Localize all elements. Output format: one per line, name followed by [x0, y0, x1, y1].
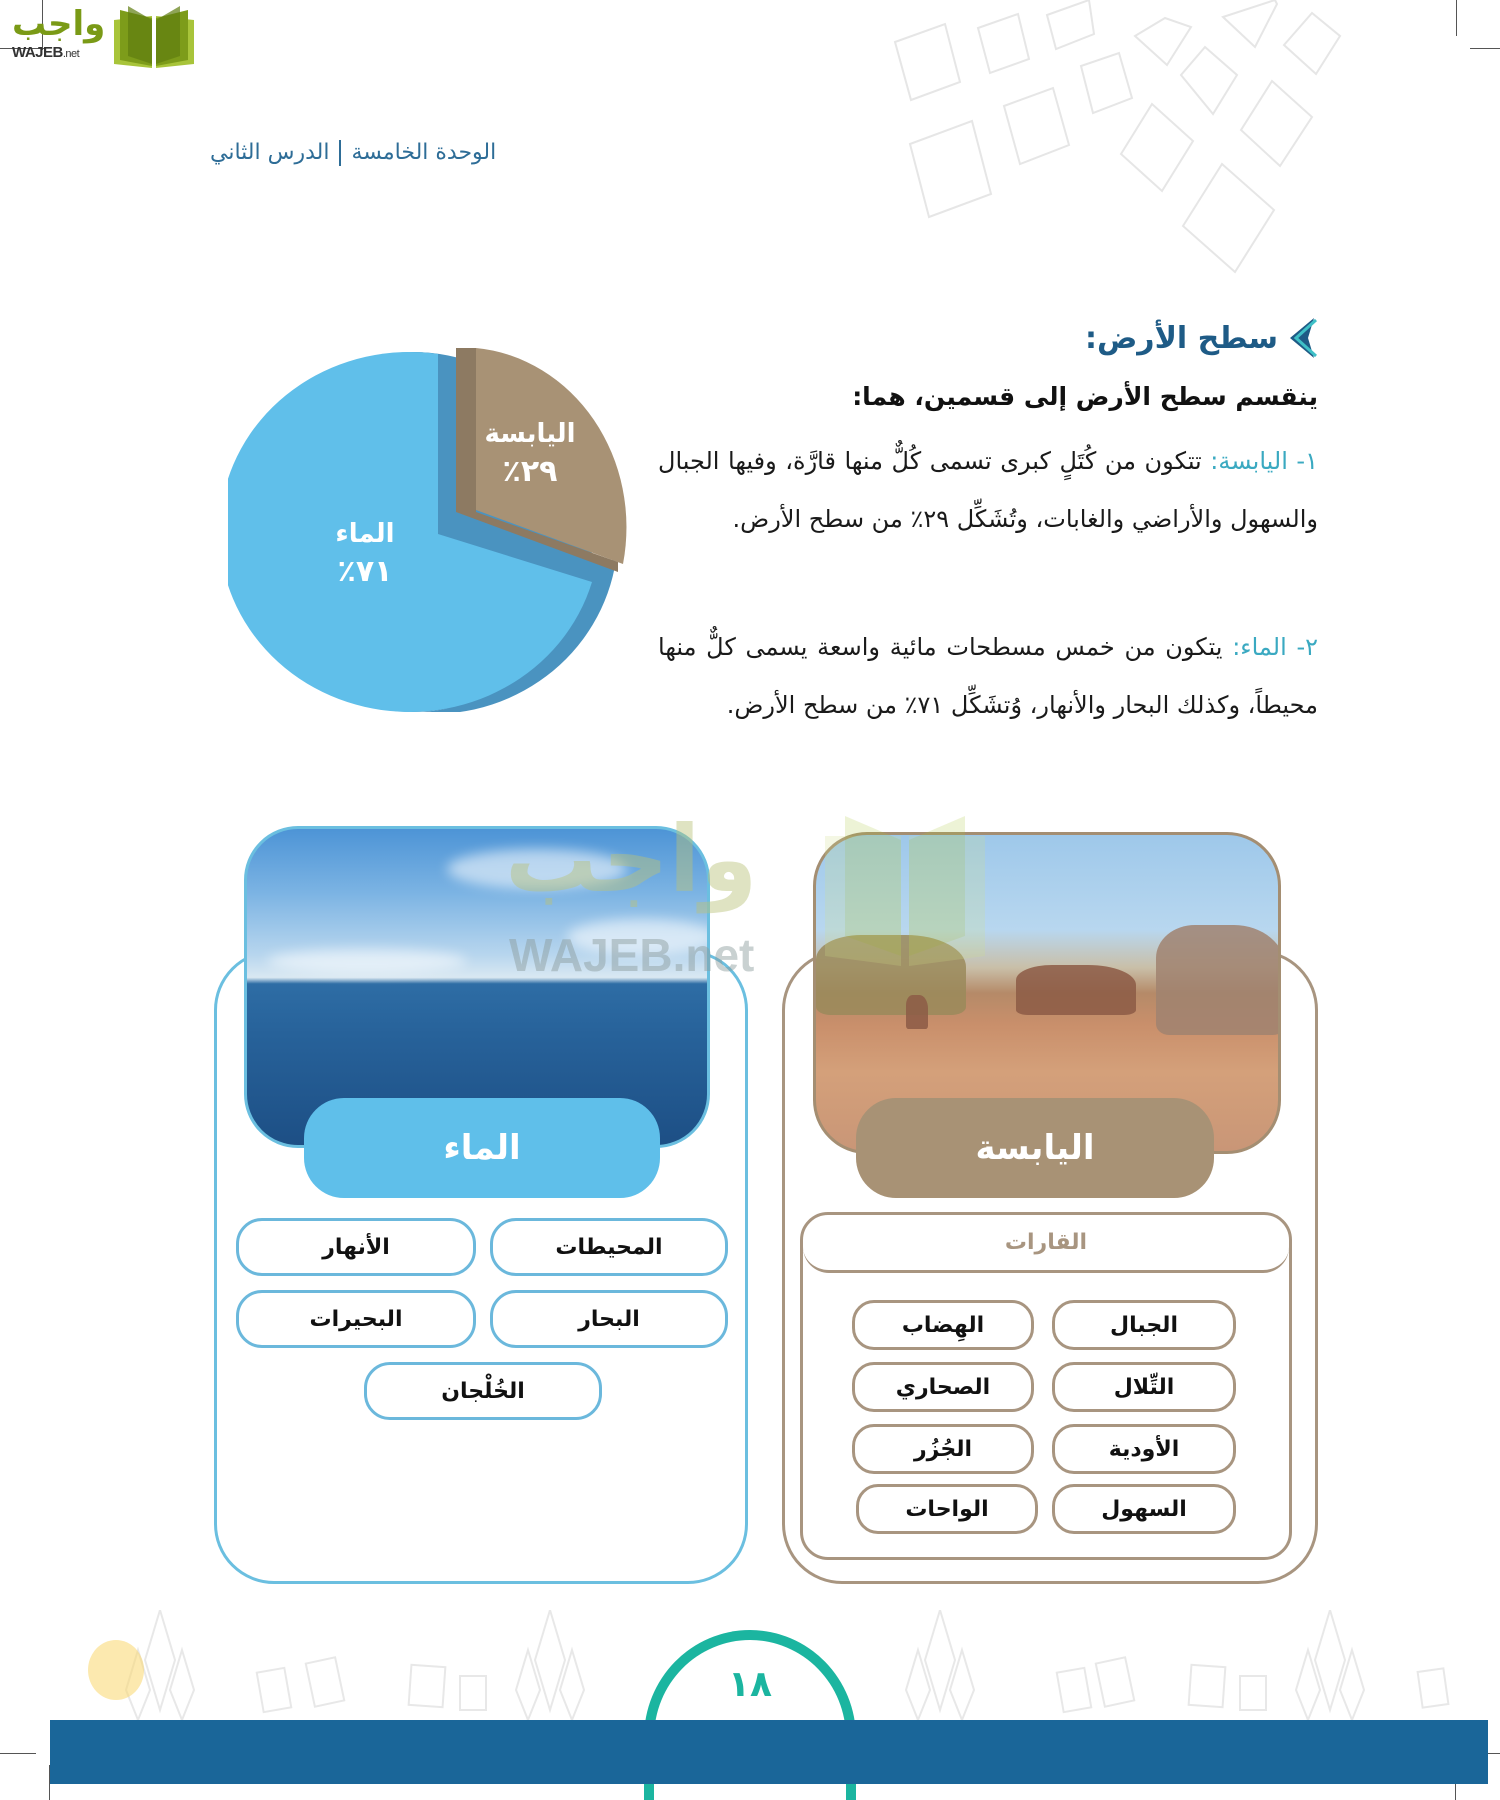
land-item-oases: الواحات [856, 1484, 1038, 1534]
chevron-left-icon [1286, 316, 1318, 360]
page-number: ١٨ [728, 1664, 772, 1705]
paragraph-water [658, 618, 1318, 734]
land-item-plateaus: الهِضاب [852, 1300, 1034, 1350]
water-item-lakes: البحيرات [236, 1290, 476, 1348]
paragraph-water-lead: ٢- الماء: [1232, 633, 1319, 661]
footer-bar [50, 1720, 1488, 1784]
section-title: سطح الأرض: [1084, 320, 1278, 356]
continents-title: القارات [803, 1215, 1289, 1273]
pie-label-water: الماء ٧١٪ [335, 519, 395, 589]
pie-label-land: اليابسة ٢٩٪ [484, 419, 576, 489]
open-book-icon [112, 6, 196, 68]
water-item-gulfs: الخُلْجان [364, 1362, 602, 1420]
breadcrumb-lesson: الدرس الثاني [210, 140, 330, 165]
paragraph-land [658, 432, 1318, 548]
breadcrumb [210, 140, 496, 166]
paragraph-water-text: يتكون من خمس مسطحات مائية واسعة يسمى كلٌّ منها محيطاً، وكذلك البحار والأنهار، وُتشَكِّل ٧١٪ من سطح الأرض. [658, 633, 1318, 719]
water-item-oceans: المحيطات [490, 1218, 728, 1276]
land-item-islands: الجُزُر [852, 1424, 1034, 1474]
land-item-mountains: الجبال [1052, 1300, 1236, 1350]
paragraph-land-lead: ١- اليابسة: [1210, 447, 1318, 475]
land-title: اليابسة [856, 1098, 1214, 1198]
land-item-plains: السهول [1052, 1484, 1236, 1534]
crop-mark [0, 1753, 36, 1754]
breadcrumb-separator [339, 140, 341, 166]
section-intro: ينقسم سطح الأرض إلى قسمين، هما: [852, 382, 1318, 411]
paragraph-land-text: تتكون من كُتَلٍ كبرى تسمى كُلٌّ منها قارَّة، وفيها الجبال والسهول والأراضي والغابات، وتُشَكِّل ٢٩٪ من سطح الأرض. [658, 447, 1318, 533]
water-item-seas: البحار [490, 1290, 728, 1348]
land-item-valleys: الأودية [1052, 1424, 1236, 1474]
land-item-hills: التِّلال [1052, 1362, 1236, 1412]
wajeb-logo[interactable] [8, 4, 188, 68]
logo-arabic-text: واجب [12, 4, 106, 44]
breadcrumb-unit: الوحدة الخامسة [351, 140, 497, 165]
land-item-deserts: الصحاري [852, 1362, 1034, 1412]
water-item-rivers: الأنهار [236, 1218, 476, 1276]
decorative-squares [880, 0, 1500, 280]
water-title: الماء [304, 1098, 660, 1198]
wajeb-watermark: واجب WAJEB.net [505, 820, 1005, 970]
side-badge-icon [88, 1640, 144, 1700]
logo-latin-text: WAJEB.net [12, 44, 80, 61]
section-heading [1085, 316, 1318, 360]
